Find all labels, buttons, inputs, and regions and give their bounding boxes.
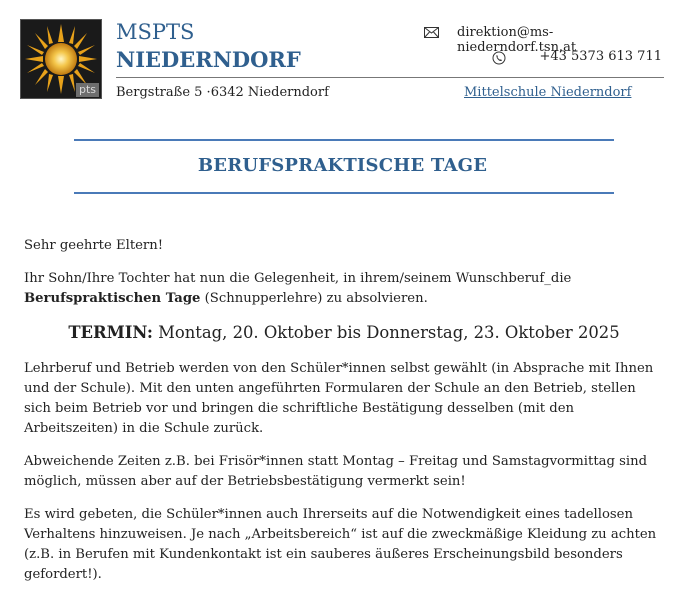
school-logo <box>20 19 102 99</box>
intro-text-a: Ihr Sohn/Ihre Tochter hat nun die Gelegenheit, in ihrem/seinem Wunschberuf_die <box>24 271 572 286</box>
envelope-icon <box>424 27 439 42</box>
title-rule-top <box>74 139 614 141</box>
school-name-line1: MSPTS <box>116 20 195 44</box>
title-rule-bottom <box>74 192 614 194</box>
header-divider <box>116 77 664 78</box>
school-name-line2: NIEDERNDORF <box>116 47 301 72</box>
paragraph-times: Abweichende Zeiten z.B. bei Frisör*innen statt Montag – Freitag und Samstagvormittag sind möglich, müssen aber auf der Betriebsbestätigung vermerkt sein! <box>24 454 648 489</box>
termin-line <box>24 322 664 344</box>
phone-icon <box>492 51 506 69</box>
contact-block <box>420 25 670 73</box>
intro-bold: Berufspraktischen Tage <box>24 291 201 306</box>
termin-label: TERMIN: <box>68 323 153 342</box>
school-address: Bergstraße 5 ·6342 Niederndorf <box>116 85 329 100</box>
email-address[interactable]: direktion@ms-niederndorf.tsn.at <box>457 25 577 55</box>
termin-dates: Montag, 20. Oktober bis Donnerstag, 23. Oktober 2025 <box>152 323 620 342</box>
school-website-link[interactable]: Mittelschule Niederndorf <box>464 85 632 100</box>
email-row <box>420 25 670 55</box>
phone-row <box>420 49 670 73</box>
paragraph-conduct: Es wird gebeten, die Schüler*innen auch Ihrerseits auf die Notwendigkeit eines tadellosen Verhaltens hinzuweisen. Je nach „Arbeitsbereich“ ist auf die zweckmäßige Kleidung zu achten (z.B. in Berufen mit Kundenkontakt ist ein sauberes äußeres Erscheinungsbild besonders gefordert!). <box>24 507 657 582</box>
logo-tag: pts <box>76 83 99 97</box>
school-name <box>116 19 301 73</box>
intro-paragraph <box>24 269 664 309</box>
intro-text-b: (Schnupperlehre) zu absolvieren. <box>200 291 428 306</box>
page-title: BERUFSPRAKTISCHE TAGE <box>197 155 488 176</box>
letter-body <box>24 236 664 598</box>
paragraph-selection: Lehrberuf und Betrieb werden von den Schüler*innen selbst gewählt (in Absprache mit Ihnen und der Schule). Mit den unten angeführten Formularen der Schule an den Betrieb, stellen sich beim Betrieb vor und bringen die schriftliche Bestätigung desselben (mit den Arbeitszeiten) in die Schule zurück. <box>24 361 654 436</box>
greeting: Sehr geehrte Eltern! <box>24 238 164 253</box>
phone-number: +43 5373 613 711 <box>539 49 662 64</box>
